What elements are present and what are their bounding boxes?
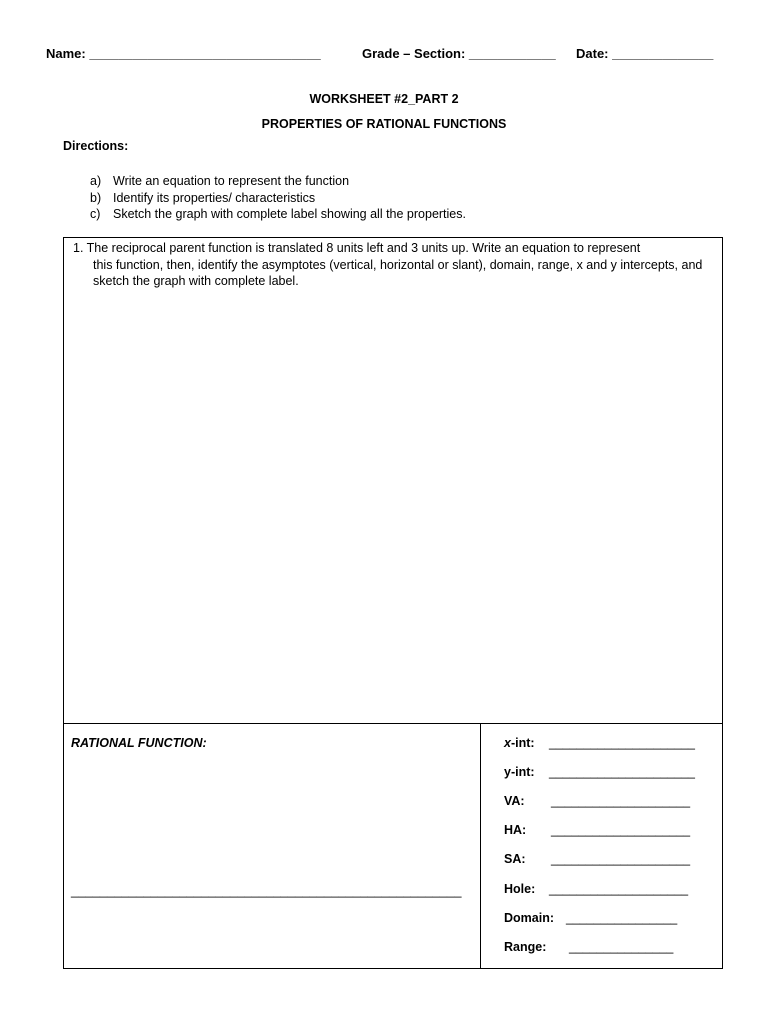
header-line [46,46,726,61]
question-text [73,240,718,290]
x-int-label: -int: [510,736,535,750]
range-label: Range: [504,940,547,954]
list-item [90,190,466,207]
question-continuation: this function, then, identify the asymptotes (vertical, horizontal or slant), domain, range, x and y intercepts, and sketch the graph with complete label. [93,257,703,288]
ha-row [504,823,691,837]
list-marker: a) [90,174,102,188]
y-int-label: y-int: [504,765,535,779]
rational-function-label: RATIONAL FUNCTION: [71,736,207,750]
worksheet-subject: PROPERTIES OF RATIONAL FUNCTIONS [261,117,507,131]
hole-label: Hole: [504,882,536,896]
list-item [90,173,466,190]
rational-function-answer-line[interactable]: ______________________________________________________ [71,883,462,898]
date-field[interactable]: Date: ______________ [576,46,714,61]
domain-blank[interactable]: ________________ [566,911,678,925]
list-item-text: Sketch the graph with complete label showing all the properties. [113,207,466,221]
ha-label: HA: [504,823,527,837]
y-int-blank[interactable]: _____________________ [549,765,695,779]
section-divider [64,723,722,724]
list-marker: c) [90,207,101,221]
directions-label: Directions: [63,139,129,153]
domain-row [504,911,678,925]
ha-blank[interactable]: ____________________ [551,823,691,837]
va-row [504,794,691,808]
sa-label: SA: [504,852,526,866]
directions-list [90,173,466,223]
domain-label: Domain: [504,911,554,925]
va-label: VA: [504,794,525,808]
answer-box [63,237,723,969]
list-item-text: Identify its properties/ characteristics [113,190,316,205]
x-int-row [504,736,695,750]
hole-blank[interactable]: ____________________ [549,882,689,896]
name-field[interactable]: Name: ________________________________ [46,46,321,61]
x-int-blank[interactable]: _____________________ [549,736,695,750]
column-divider [480,723,481,969]
sa-blank[interactable]: ____________________ [551,852,691,866]
list-marker: b) [90,190,102,205]
grade-section-field[interactable]: Grade – Section: ____________ [362,46,556,61]
question-first-line: 1. The reciprocal parent function is translated 8 units left and 3 units up. Write an equation to represent [73,241,641,255]
list-item [90,206,466,223]
x-int-italic: x [504,736,511,750]
va-blank[interactable]: ____________________ [551,794,691,808]
sa-row [504,852,691,866]
y-int-row [504,765,695,779]
range-blank[interactable]: _______________ [569,940,674,954]
hole-row [504,882,689,896]
worksheet-title: WORKSHEET #2_PART 2 [309,92,459,106]
range-row [504,940,674,954]
list-item-text: Write an equation to represent the function [113,174,350,188]
